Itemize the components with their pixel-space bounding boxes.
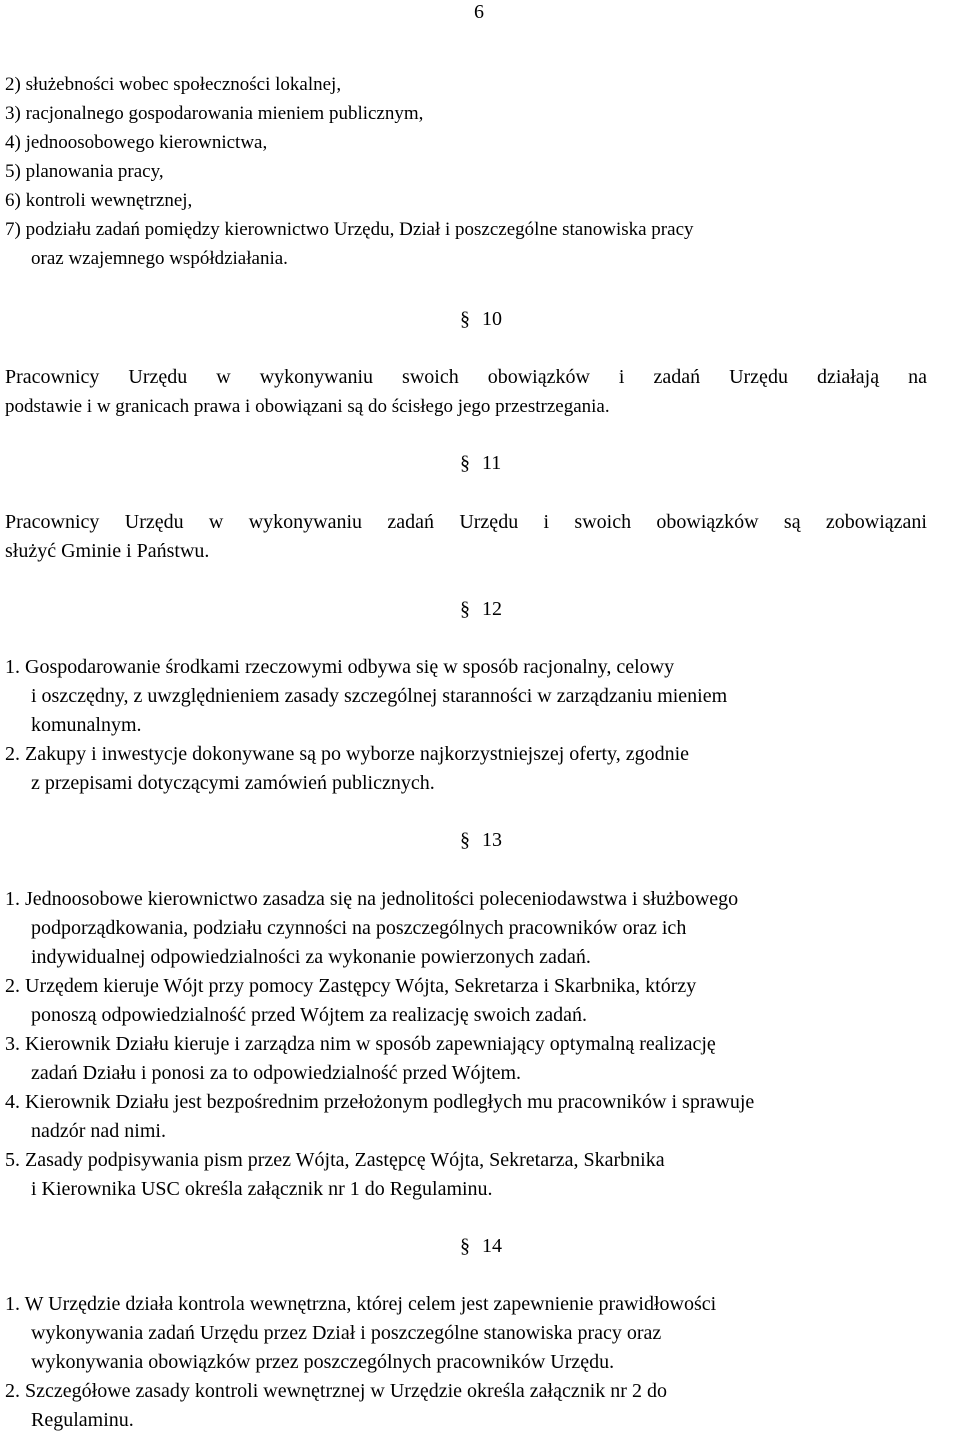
paragraph-line: z przepisami dotyczącymi zamówień publicznych. bbox=[31, 772, 435, 794]
list-item: 3) racjonalnego gospodarowania mieniem publicznym, bbox=[5, 103, 424, 124]
section-number: 13 bbox=[482, 829, 502, 851]
paragraph-line: 3. Kierownik Działu kieruje i zarządza nim w sposób zapewniający optymalną realizację bbox=[5, 1033, 716, 1055]
section-heading-14 bbox=[460, 1233, 502, 1259]
paragraph-line: 2. Urzędem kieruje Wójt przy pomocy Zastępcy Wójta, Sekretarza i Skarbnika, którzy bbox=[5, 975, 697, 997]
section-body-13 bbox=[5, 885, 927, 1204]
paragraph-line: 1. Gospodarowanie środkami rzeczowymi odbywa się w sposób racjonalny, celowy bbox=[5, 656, 675, 678]
section-number: 10 bbox=[482, 308, 502, 330]
paragraph-line: nadzór nad nimi. bbox=[31, 1120, 166, 1142]
paragraph-line: 1. Jednoosobowe kierownictwo zasadza się na jednolitości poleceniodawstwa i służbowego bbox=[5, 888, 739, 910]
section-number: 14 bbox=[482, 1235, 502, 1257]
paragraph-line: podporządkowania, podziału czynności na poszczególnych pracowników oraz ich bbox=[31, 917, 687, 939]
section-heading-13 bbox=[460, 827, 502, 853]
section-body-14 bbox=[5, 1290, 927, 1435]
paragraph-line: 2. Zakupy i inwestycje dokonywane są po wyborze najkorzystniejszej oferty, zgodnie bbox=[5, 743, 690, 765]
paragraph-line: i oszczędny, z uwzględnieniem zasady szczególnej staranności w zarządzaniu mieniem bbox=[31, 685, 728, 707]
paragraph-line: 5. Zasady podpisywania pism przez Wójta, Zastępcę Wójta, Sekretarza, Skarbnika bbox=[5, 1149, 665, 1171]
list-item: oraz wzajemnego współdziałania. bbox=[31, 248, 288, 269]
list-item: 7) podziału zadań pomiędzy kierownictwo Urzędu, Dział i poszczególne stanowiska pracy bbox=[5, 219, 694, 240]
paragraph-line: 1. W Urzędzie działa kontrola wewnętrzna, której celem jest zapewnienie prawidłowości bbox=[5, 1293, 717, 1315]
section-body-11 bbox=[5, 508, 927, 566]
section-body-12 bbox=[5, 653, 927, 798]
list-item: 6) kontroli wewnętrznej, bbox=[5, 190, 193, 211]
list-item: 2) służebności wobec społeczności lokalnej, bbox=[5, 74, 342, 95]
section-symbol: § bbox=[460, 452, 470, 474]
top-list bbox=[5, 70, 927, 273]
section-number: 12 bbox=[482, 598, 502, 620]
section-symbol: § bbox=[460, 829, 470, 851]
section-symbol: § bbox=[460, 1235, 470, 1257]
paragraph-line: Regulaminu. bbox=[31, 1409, 134, 1431]
paragraph-line: służyć Gminie i Państwu. bbox=[5, 540, 210, 562]
section-body-10 bbox=[5, 363, 927, 421]
section-symbol: § bbox=[460, 598, 470, 620]
paragraph-line: Pracownicy Urzędu w wykonywaniu swoich obowiązków i zadań Urzędu działają na bbox=[5, 366, 927, 388]
section-heading-10 bbox=[460, 306, 502, 332]
paragraph-line: komunalnym. bbox=[31, 714, 142, 736]
paragraph-line: zadań Działu i ponosi za to odpowiedzialność przed Wójtem. bbox=[31, 1062, 522, 1084]
section-symbol: § bbox=[460, 308, 470, 330]
list-item: 5) planowania pracy, bbox=[5, 161, 164, 182]
paragraph-line: 2. Szczegółowe zasady kontroli wewnętrznej w Urzędzie określa załącznik nr 2 do bbox=[5, 1380, 667, 1402]
page-number: 6 bbox=[474, 1, 484, 23]
paragraph-line: podstawie i w granicach prawa i obowiązani są do ścisłego jego przestrzegania. bbox=[5, 396, 610, 417]
paragraph-line: wykonywania obowiązków przez poszczególnych pracowników Urzędu. bbox=[31, 1351, 615, 1373]
paragraph-line: wykonywania zadań Urzędu przez Dział i poszczególne stanowiska pracy oraz bbox=[31, 1322, 662, 1344]
paragraph-line: i Kierownika USC określa załącznik nr 1 do Regulaminu. bbox=[31, 1178, 493, 1200]
paragraph-line: indywidualnej odpowiedzialności za wykonanie powierzonych zadań. bbox=[31, 946, 591, 968]
paragraph-line: ponoszą odpowiedzialność przed Wójtem za realizację swoich zadań. bbox=[31, 1004, 588, 1026]
section-number: 11 bbox=[482, 452, 502, 474]
list-item: 4) jednoosobowego kierownictwa, bbox=[5, 132, 268, 153]
section-heading-12 bbox=[460, 596, 502, 622]
paragraph-line: Pracownicy Urzędu w wykonywaniu zadań Urzędu i swoich obowiązków są zobowiązani bbox=[5, 511, 927, 533]
paragraph-line: 4. Kierownik Działu jest bezpośrednim przełożonym podległych mu pracowników i sprawuje bbox=[5, 1091, 755, 1113]
section-heading-11 bbox=[460, 450, 501, 476]
